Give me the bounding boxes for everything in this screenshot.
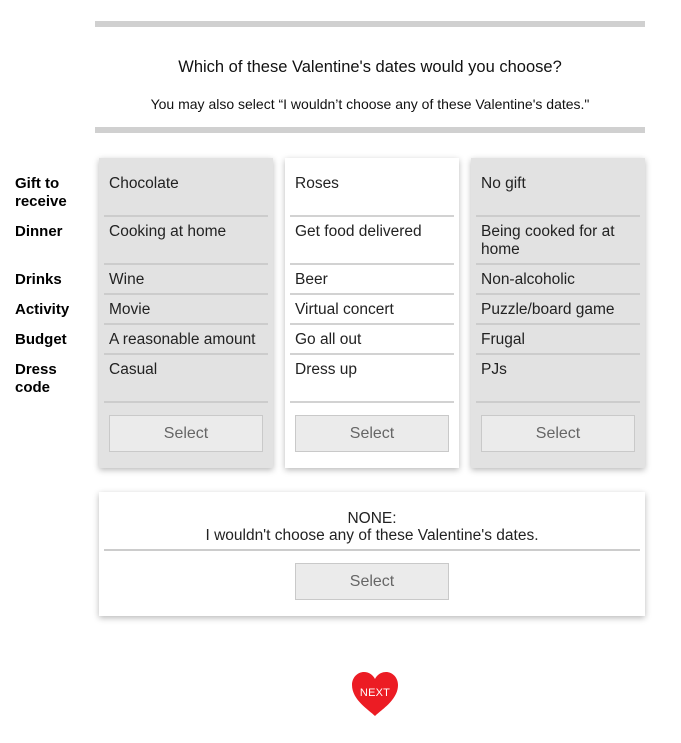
cell-divider [476,323,640,325]
attribute-label-drinks: Drinks [15,271,62,288]
cell-divider [290,215,454,217]
none-option-divider [104,549,640,551]
concept-3-dinner: Being cooked for at home [481,223,615,258]
concept-1-budget: A reasonable amount [109,331,256,348]
concept-2-dress-code: Dress up [295,361,358,378]
concept-3-activity: Puzzle/board game [481,301,615,318]
attribute-label-dinner: Dinner [15,223,63,240]
select-concept-2-button[interactable]: Select [295,415,449,452]
cell-divider [290,293,454,295]
cell-divider [476,401,640,403]
none-option-text: I wouldn't choose any of these Valentine's dates. [205,527,539,544]
concept-1-dinner: Cooking at home [109,223,227,240]
concept-card-3[interactable] [471,158,645,468]
concept-2-budget: Go all out [295,331,362,348]
concept-3-budget: Frugal [481,331,525,348]
concept-card-2[interactable] [285,158,459,468]
cell-divider [290,353,454,355]
cell-divider [290,263,454,265]
concept-1-gift: Chocolate [109,175,179,192]
cell-divider [476,353,640,355]
bottom-divider [95,127,645,133]
none-option-card[interactable] [99,492,645,616]
cell-divider [476,215,640,217]
question-text: Which of these Valentine's dates would you choose? [178,58,562,76]
select-concept-3-button[interactable]: Select [481,415,635,452]
cell-divider [104,263,268,265]
next-button-label: NEXT [359,687,391,699]
attribute-label-activity: Activity [15,301,70,318]
concept-2-drinks: Beer [295,271,328,288]
select-concept-1-button[interactable]: Select [109,415,263,452]
cell-divider [476,263,640,265]
cell-divider [476,293,640,295]
next-button[interactable] [351,671,399,717]
none-option-title: NONE: [347,510,397,527]
instruction-text: You may also select “I wouldn’t choose any of these Valentine's dates." [150,96,590,112]
attribute-label-gift: Gift to receive [15,175,67,210]
cell-divider [104,293,268,295]
concept-card-1[interactable] [99,158,273,468]
concept-1-dress-code: Casual [109,361,158,378]
concept-3-drinks: Non-alcoholic [481,271,575,288]
concept-3-dress-code: PJs [481,361,507,378]
cell-divider [104,353,268,355]
top-divider [95,21,645,27]
cell-divider [290,323,454,325]
cell-divider [290,401,454,403]
concept-3-gift: No gift [481,175,526,192]
concept-1-drinks: Wine [109,271,145,288]
cell-divider [104,323,268,325]
attribute-label-dress-code: Dress code [15,361,57,396]
concept-2-gift: Roses [295,175,339,192]
concept-2-dinner: Get food delivered [295,223,422,240]
cell-divider [104,401,268,403]
concept-2-activity: Virtual concert [295,301,394,318]
attribute-label-budget: Budget [15,331,67,348]
concept-1-activity: Movie [109,301,151,318]
select-none-button[interactable]: Select [295,563,449,600]
cell-divider [104,215,268,217]
